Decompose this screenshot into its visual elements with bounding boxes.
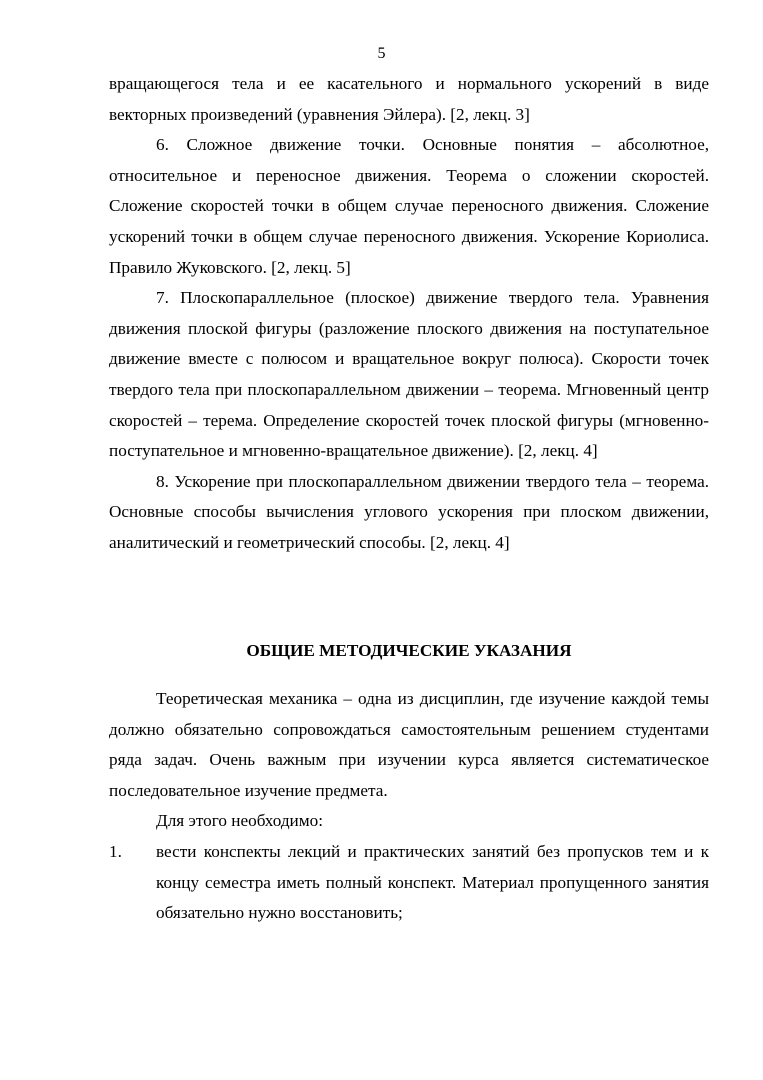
paragraph-item-8: 8. Ускорение при плоскопараллельном движении твердого тела – теорема. Основные способы вычисления углового ускорения при плоском движении, аналитический и геометрический способы. [2, лекц. 4] bbox=[109, 471, 709, 552]
paragraph-lead: Для этого необходимо: bbox=[156, 811, 324, 831]
list-item-number: 1. bbox=[109, 842, 122, 862]
paragraph-item-6: 6. Сложное движение точки. Основные понятия – абсолютное, относительное и переносное движения. Теорема о сложении скоростей. Сложение скоростей точки в общем случае переносного движения. Сложение ускорений точки в общем случае переносного движения. Ускорение Кориолиса. Правило Жуковского. [2, лекц. 5] bbox=[109, 135, 709, 277]
paragraph-intro: Теоретическая механика – одна из дисциплин, где изучение каждой темы должно обязательно сопровождаться самостоятельным решением студентами ряда задач. Очень важным при изучении курса является систематическое последовательное изучение предмета. bbox=[109, 689, 709, 800]
page-number: 5 bbox=[377, 45, 386, 62]
section-heading: ОБЩИЕ МЕТОДИЧЕСКИЕ УКАЗАНИЯ bbox=[246, 640, 572, 660]
page-content bbox=[109, 69, 709, 929]
list-item bbox=[109, 837, 709, 929]
paragraph-continuation: вращающегося тела и ее касательного и нормального ускорений в виде векторных произведений (уравнения Эйлера). [2, лекц. 3] bbox=[109, 74, 709, 124]
paragraph-item-7: 7. Плоскопараллельное (плоское) движение твердого тела. Уравнения движения плоской фигуры (разложение плоского движения на поступательное движение вместе с полюсом и вращательное вокруг полюса). Скорости точек твердого тела при плоскопараллельном движении – теорема. Мгновенный центр скоростей – терема. Определение скоростей точек плоской фигуры (мгновенно-поступательное и мгновенно-вращательное движение). [2, лекц. 4] bbox=[109, 288, 709, 461]
list-item-text: вести конспекты лекций и практических занятий без пропусков тем и к концу семестра иметь полный конспект. Материал пропущенного занятия обязательно нужно восстановить; bbox=[156, 842, 709, 923]
